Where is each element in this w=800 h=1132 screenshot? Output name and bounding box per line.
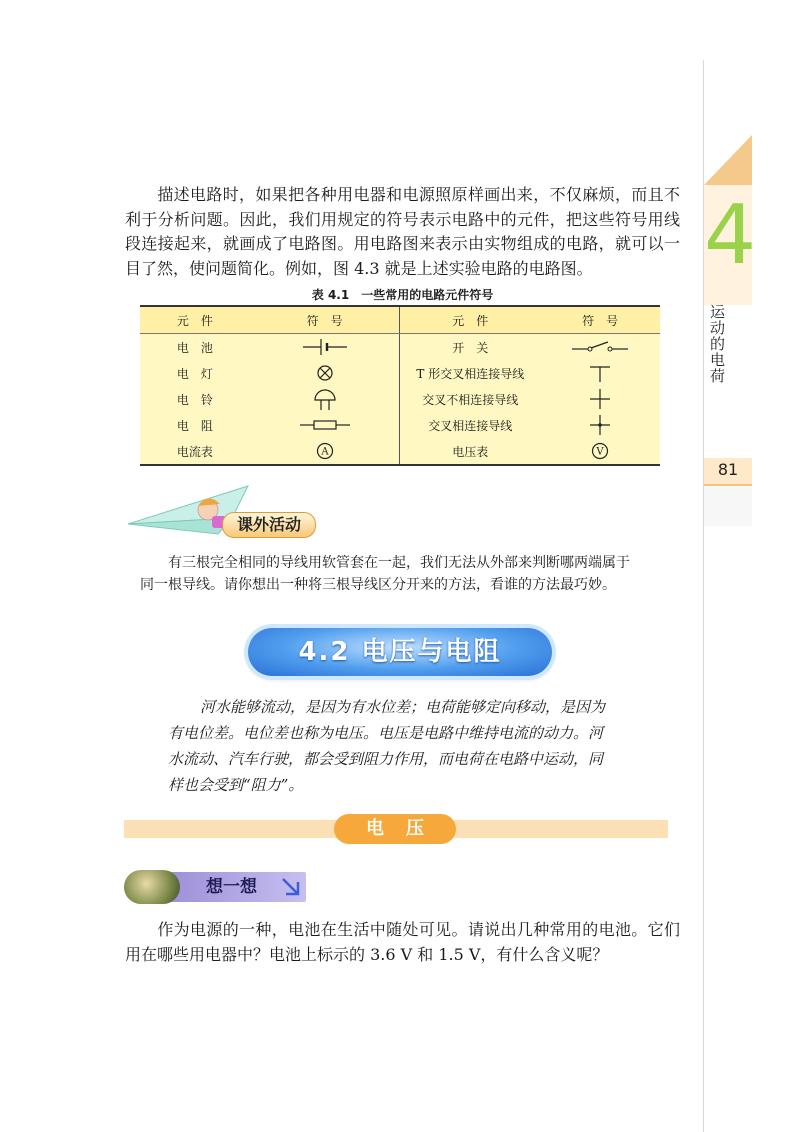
cell-voltmeter: 电压表 <box>452 444 489 459</box>
lamp-symbol <box>250 360 400 386</box>
header-component: 元 件 <box>140 306 250 334</box>
header-symbol: 符 号 <box>250 306 400 334</box>
intro-paragraph <box>125 183 680 281</box>
activity-label: 课外活动 <box>222 512 316 538</box>
arrow-down-right-icon <box>280 876 302 898</box>
cell-lamp: 电 灯 <box>176 366 213 381</box>
section-title: 4.2 电压与电阻 <box>298 637 502 667</box>
cell-t-junction: T 形交叉相连接导线 <box>416 366 525 381</box>
cell-switch: 开 关 <box>452 340 489 355</box>
think-paragraph <box>125 918 680 967</box>
cell-bell: 电 铃 <box>176 392 213 407</box>
think-label: 想一想 <box>206 877 257 897</box>
student-photo <box>124 870 180 904</box>
voltmeter-symbol <box>540 438 660 465</box>
subsection-title: 电压 <box>366 818 446 839</box>
crossing-connected-symbol <box>540 412 660 438</box>
bell-symbol <box>250 386 400 412</box>
table-row <box>140 412 660 438</box>
section-intro-line1 <box>168 694 678 720</box>
think-paragraph-text: 作为电源的一种，电池在生活中随处可见。请说出几种常用的电池。它们用在哪些用电器中？电池上标示的 3.6 V 和 1.5 V，有什么含义呢？ <box>125 920 680 964</box>
switch-symbol <box>540 334 660 361</box>
intro-paragraph-text: 描述电路时，如果把各种用电器和电源照原样画出来，不仅麻烦，而且不利于分析问题。因此，我们用规定的符号表示电路中的元件，把这些符号用线段连接起来，就画成了电路图。用电路图来表示由实物组成的电路，就可以一目了然，使问题简化。例如，图 4.3 就是上述实验电路的电路图。 <box>125 185 680 278</box>
header-component-2: 元 件 <box>400 306 540 334</box>
battery-symbol <box>250 334 400 361</box>
table-row <box>140 386 660 412</box>
activity-text-line2: 同一根导线。请你想出一种将三根导线区分开来的方法，看谁的方法最巧妙。 <box>140 577 616 593</box>
section-intro-line2: 有电位差。电位差也称为电压。电压是电路中维持电流的动力。河 <box>168 724 604 742</box>
table-header-row <box>140 306 660 334</box>
table-row <box>140 334 660 361</box>
chapter-tab-footer <box>704 486 752 526</box>
section-intro-line4: 样也会受到“阻力”。 <box>168 776 304 794</box>
t-junction-symbol <box>540 360 660 386</box>
table-caption: 表 4.1 一些常用的电路元件符号 <box>311 288 494 302</box>
cell-ammeter: 电流表 <box>176 444 213 459</box>
page-number: 81 <box>717 460 739 479</box>
cell-crossing-connected: 交叉相连接导线 <box>428 418 513 433</box>
header-symbol-2: 符 号 <box>540 306 660 334</box>
chapter-title: 运动的电荷 <box>710 303 726 385</box>
table-row <box>140 438 660 465</box>
crossing-unconnected-symbol <box>540 386 660 412</box>
voltmeter-letter: V <box>596 446 604 458</box>
table-row <box>140 360 660 386</box>
subsection-heading <box>334 814 456 844</box>
circuit-symbol-table <box>140 305 660 466</box>
chapter-number: 4 <box>704 188 757 283</box>
chapter-tab-corner <box>704 135 752 185</box>
cell-battery: 电 池 <box>176 340 213 355</box>
section-heading <box>248 628 552 676</box>
think-banner <box>124 872 308 904</box>
section-intro-text1: 河水能够流动，是因为有水位差；电荷能够定向移动，是因为 <box>200 698 606 716</box>
ammeter-symbol <box>250 438 400 465</box>
cell-resistor: 电 阻 <box>176 418 213 433</box>
resistor-symbol <box>250 412 400 438</box>
activity-line1: 有三根完全相同的导线用软管套在一起，我们无法从外部来判断哪两端属于 <box>168 555 630 571</box>
section-intro-line3: 水流动、汽车行驶，都会受到阻力作用，而电荷在电路中运动，同 <box>168 750 604 768</box>
cell-crossing-unconnected: 交叉不相连接导线 <box>422 392 519 407</box>
activity-text-line1 <box>140 552 670 574</box>
ammeter-letter: A <box>320 446 329 458</box>
